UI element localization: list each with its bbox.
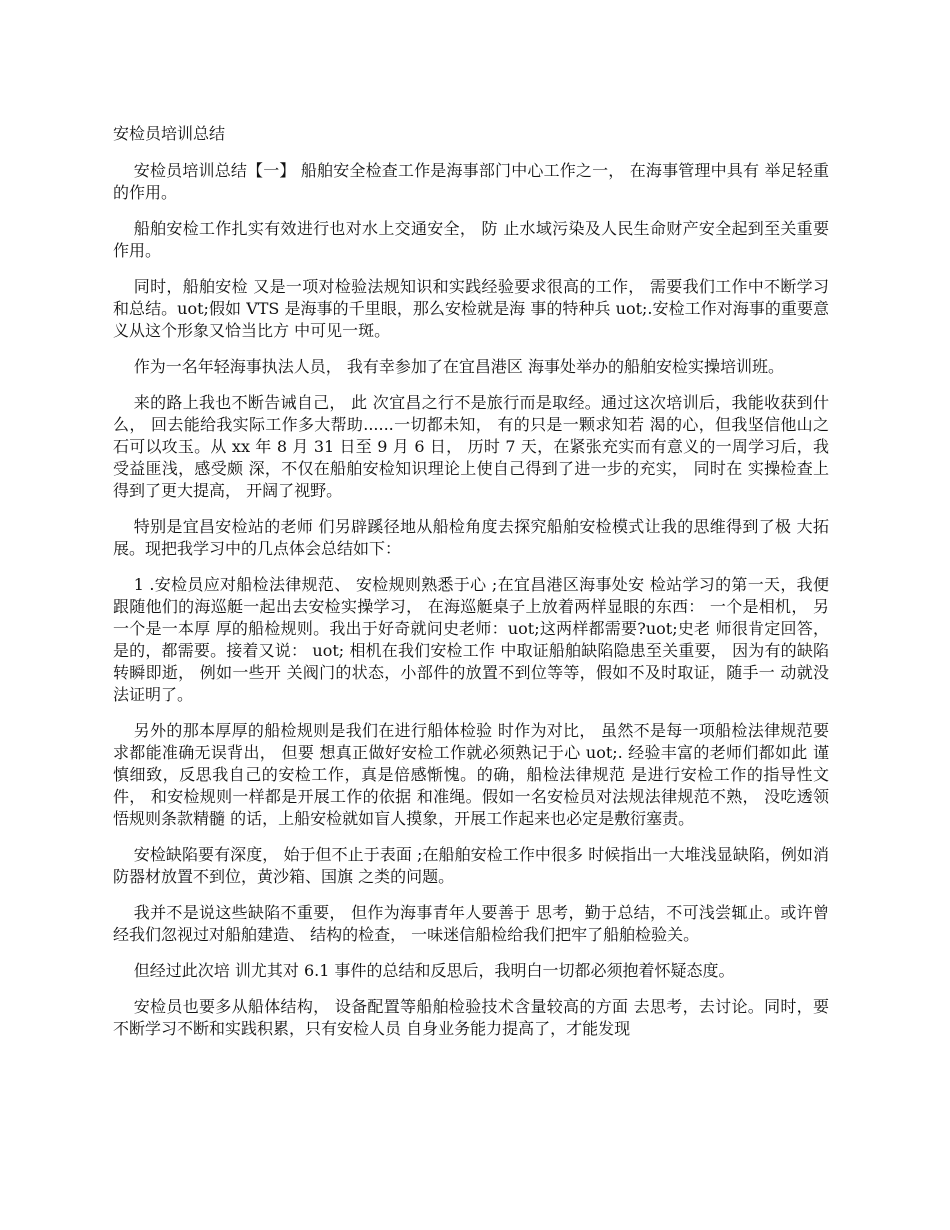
paragraph-4: 作为一名年轻海事执法人员， 我有幸参加了在宜昌港区 海事处举办的船舶安检实操培训班。 xyxy=(133,357,784,376)
document-title: 安检员培训总结 xyxy=(113,124,226,143)
paragraph-10: 我并不是说这些缺陷不重要， 但作为海事青年人要善于 思考，勤于总结，不可浅尝辄止。或许曾经我们忽视过对船舶建造、 结构的检查， 一味迷信船检给我们把牢了船舶检验关。 xyxy=(113,903,829,944)
paragraph-2: 船舶安检工作扎实有效进行也对水上交通安全， 防 止水域污染及人民生命财产安全起到至关重要作用。 xyxy=(113,219,829,260)
paragraph-6: 特别是宜昌安检站的老师 们另辟蹊径地从船检角度去探究船舶安检模式让我的思维得到了极 大拓展。现把我学习中的几点体会总结如下： xyxy=(113,517,829,558)
paragraph-7: 1 .安检员应对船检法律规范、 安检规则熟悉于心 ;在宜昌港区海事处安 检站学习的第一天，我便跟随他们的海巡艇一起出去安检实操学习， 在海巡艇桌子上放着两样显眼的东西： 一个是相机， 另一个是一本厚 厚的船检规则。我出于好奇就问史老师：uot;这两样都需要?uot;史老 师很肯定回答，是的，都需要。接着又说： uot; 相机在我们安检工作 中取证船舶缺陷隐患至关重要， 因为有的缺陷转瞬即逝， 例如一些开 关阀门的状态，小部件的放置不到位等等，假如不及时取证，随手一 动就没法证明了。 xyxy=(113,575,829,704)
paragraph-1: 安检员培训总结【一】 船舶安全检查工作是海事部门中心工作之一， 在海事管理中具有 举足轻重的作用。 xyxy=(113,161,829,202)
paragraph-8: 另外的那本厚厚的船检规则是我们在进行船体检验 时作为对比， 虽然不是每一项船检法律规范要求都能准确无误背出， 但要 想真正做好安检工作就必须熟记于心 uot;. 经验丰富的老师们都如此 谨慎细致，反思我自己的安检工作，真是倍感惭愧。的确，船检法律规范 是进行安检工作的指导性文件， 和安检规则一样都是开展工作的依据 和准绳。假如一名安检员对法规法律规范不熟， 没吃透领悟规则条款精髓 的话，上船安检就如盲人摸象，开展工作起来也必定是敷衍塞责。 xyxy=(113,721,829,828)
paragraph-9: 安检缺陷要有深度， 始于但不止于表面 ;在船舶安检工作中很多 时候指出一大堆浅显缺陷，例如消防器材放置不到位，黄沙箱、国旗 之类的问题。 xyxy=(113,845,829,886)
paragraph-12: 安检员也要多从船体结构， 设备配置等船舶检验技术含量较高的方面 去思考，去讨论。同时，要不断学习不断和实践积累，只有安检人员 自身业务能力提高了，才能发现 xyxy=(113,997,829,1038)
paragraph-11: 但经过此次培 训尤其对 6.1 事件的总结和反思后，我明白一切都必须抱着怀疑态度。 xyxy=(133,961,735,980)
paragraph-5: 来的路上我也不断告诫自己， 此 次宜昌之行不是旅行而是取经。通过这次培训后，我能收获到什么， 回去能给我实际工作多大帮助......一切都未知， 有的只是一颗求知若 渴的心，但我坚信他山之石可以攻玉。从 xx 年 8 月 31 日至 9 月 6 日， 历时 7 天，在紧张充实而有意义的一周学习后，我受益匪浅，感受颇 深，不仅在船舶安检知识理论上使自己得到了进一步的充实， 同时在 实操检查上得到了更大提高， 开阔了视野。 xyxy=(113,393,829,500)
paragraph-3: 同时，船舶安检 又是一项对检验法规知识和实践经验要求很高的工作， 需要我们工作中不断学习和总结。uot;假如 VTS 是海事的千里眼，那么安检就是海 事的特种兵 uot;.安检工作对海事的重要意义从这个形象又恰当比方 中可见一斑。 xyxy=(113,277,829,340)
